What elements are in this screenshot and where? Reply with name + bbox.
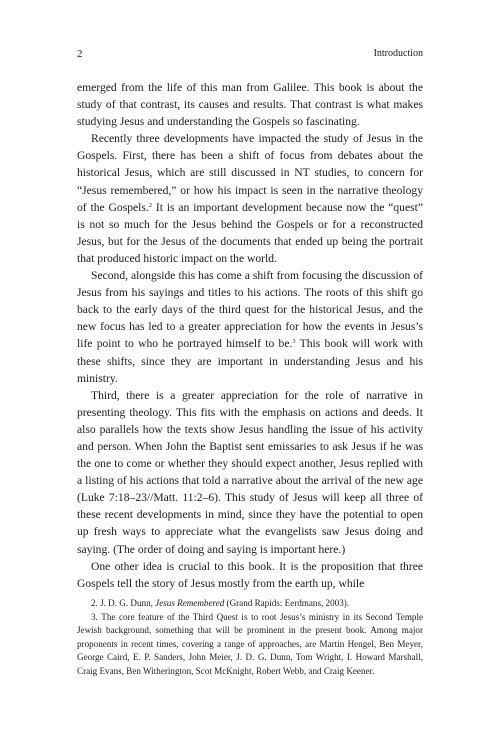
footnote-3 bbox=[77, 611, 423, 679]
footnote-2-rest: (Grand Rapids: Eerdmans, 2003). bbox=[224, 598, 350, 608]
paragraph-1-text: emerged from the life of this man from Galilee. This book is about the study of that contrast, its causes and results. That contrast is what makes studying Jesus and understanding the Gospels so fascinating. bbox=[77, 81, 423, 129]
body-text bbox=[77, 79, 423, 592]
footnote-ref-2[interactable]: 2 bbox=[148, 201, 153, 209]
paragraph-2-text-after: It is an important development because now the “quest” is not so much for the Jesus behind the Gospels or for a reconstructed Jesus, but for the Jesus of the documents that ended up being the portrait that produced historic impact on the world. bbox=[77, 200, 423, 265]
paragraph-3-text-before: Second, alongside this has come a shift from focusing the discussion of Jesus from his sayings and titles to his actions. The roots of this shift go back to the early days of the third quest for the historical Jesus, and the new focus has led to a greater appreciation for how the events in Jesus’s life point to who he portrayed himself to be. bbox=[77, 269, 423, 351]
paragraph-5 bbox=[77, 558, 423, 592]
footnote-2-author: J. D. G. Dunn, bbox=[100, 598, 156, 608]
paragraph-2 bbox=[77, 130, 423, 267]
paragraph-3 bbox=[77, 267, 423, 387]
footnote-3-text: The core feature of the Third Quest is to root Jesus’s ministry in its Second Temple Jewish background, something that will be prominent in the present book. Among major proponents in recent times, covering a range of approaches, are Martin Hengel, Ben Meyer, George Caird, E. P. Sanders, John Meier, J. D. G. Dunn, Tom Wright, I. Howard Marshall, Craig Evans, Ben Witherington, Scot McKnight, Robert Webb, and Craig Keener. bbox=[77, 611, 424, 676]
paragraph-4-text: Third, there is a greater appreciation for the role of narrative in presenting theology. This fits with the emphasis on actions and deeds. It also parallels how the texts show Jesus handling the issue of his activity and person. When John the Baptist sent emissaries to ask Jesus if he was the one to come or whether they should expect another, Jesus replied with a listing of his actions that told a narrative about the arrival of the new age (Luke 7:18–23//Matt. 11:2–6). This study of Jesus will keep all three of these recent developments in mind, since they have the potential to open up fresh ways to appreciate what the evangelists saw Jesus doing and saying. (The order of doing and saying is important here.) bbox=[77, 388, 423, 556]
paragraph-1 bbox=[77, 79, 423, 130]
section-title: Introduction bbox=[373, 48, 423, 59]
footnote-2-number: 2. bbox=[91, 598, 101, 608]
footnote-3-number: 3. bbox=[91, 611, 102, 622]
paragraph-5-text: One other idea is crucial to this book. It is the proposition that three Gospels tell the story of Jesus mostly from the earth up, while bbox=[77, 559, 423, 590]
footnote-2-title: Jesus Remembered bbox=[155, 598, 225, 608]
running-head bbox=[77, 46, 423, 62]
footnote-2 bbox=[77, 597, 423, 611]
paragraph-4 bbox=[77, 387, 423, 558]
footnotes bbox=[77, 597, 423, 678]
footnote-ref-3[interactable]: 3 bbox=[292, 338, 296, 346]
paragraph-3-text-after: This book will work with these shifts, since they are important in understanding Jesus and his ministry. bbox=[77, 337, 424, 385]
paragraph-2-text-before: Recently three developments have impacted the study of Jesus in the Gospels. First, there has been a shift of focus from debates about the historical Jesus, which are still discussed in NT studies, to concern for “Jesus remembered,” or how his impact is seen in the narrative theology of the Gospels. bbox=[77, 132, 423, 214]
page-number: 2 bbox=[77, 48, 83, 60]
